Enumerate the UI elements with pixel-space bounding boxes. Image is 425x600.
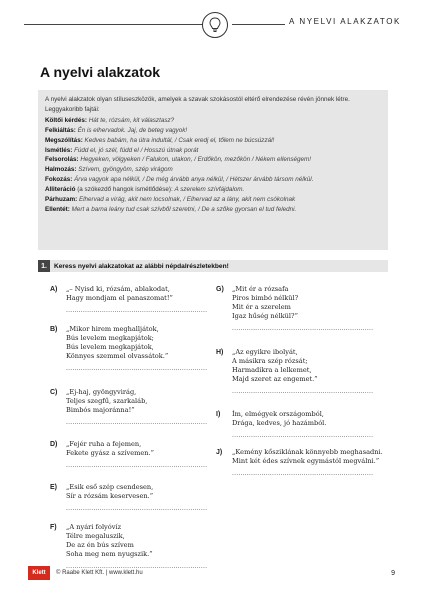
intro-item-example: Hát te, rózsám, kit választasz? bbox=[88, 116, 175, 124]
poem-line: „A nyári folyóvíz bbox=[66, 523, 122, 531]
answer-line[interactable]: ................................................................... bbox=[66, 419, 208, 426]
poem-letter: G) bbox=[216, 286, 224, 293]
intro-item bbox=[45, 195, 381, 205]
poem-letter: F) bbox=[50, 524, 57, 531]
poem-line: Mint két édes szívnek egymástól megválni.” bbox=[232, 457, 380, 465]
task-number: 1. bbox=[38, 260, 50, 272]
poem-line: Télre megaluszik, bbox=[66, 532, 125, 540]
answer-line[interactable]: ................................................................... bbox=[66, 563, 208, 570]
task-instruction: Keress nyelvi alakzatokat az alábbi népdalrészletekben! bbox=[54, 262, 229, 270]
poem-line: A másikra szép rózsát; bbox=[232, 357, 308, 365]
poem-excerpt bbox=[216, 348, 374, 396]
poem-letter: D) bbox=[50, 441, 58, 448]
poem-line: „Kemény kősziklának könnyebb meghasadni. bbox=[232, 448, 383, 456]
poem-letter: B) bbox=[50, 326, 58, 333]
answer-line[interactable]: ................................................................... bbox=[232, 470, 374, 477]
intro-text: A nyelvi alakzatok olyan stíluseszközök, amelyek a szavak szokásostól eltérő elrendezése révén jönnek létre. Leggyakoribb fajtái: bbox=[45, 96, 350, 113]
intro-item bbox=[45, 136, 381, 146]
intro-item-term: Felsorolás: bbox=[45, 156, 79, 164]
poem-excerpt bbox=[50, 440, 208, 470]
answer-line[interactable]: ................................................................... bbox=[232, 432, 374, 439]
poem-line: Bús levelem megkapjátok, bbox=[66, 343, 154, 351]
poem-line: Ím, elmégyek országomból, bbox=[232, 410, 324, 418]
intro-item-example: Fúdd el, jó szél, fúdd el / Hosszú útnak porát bbox=[74, 146, 199, 154]
poem-letter: C) bbox=[50, 389, 58, 396]
intro-item-example: Elhervad a virág, akit nem locsolnak, / Elhervad az a lány, akit nem csókolnak bbox=[78, 196, 296, 204]
poem-letter: J) bbox=[216, 449, 223, 456]
klett-logo: Klett bbox=[28, 566, 50, 580]
poem-excerpt bbox=[216, 448, 383, 478]
footer-copyright: © Raabe Klett Kft. | www.klett.hu bbox=[56, 570, 143, 576]
intro-item-example: Én is elhervadok. Jaj, de beteg vagyok! bbox=[77, 126, 188, 134]
poem-letter: A) bbox=[50, 286, 58, 293]
page-number: 9 bbox=[391, 570, 395, 577]
answer-line[interactable]: ................................................................... bbox=[232, 388, 374, 395]
intro-item bbox=[45, 146, 381, 156]
answer-line[interactable]: ................................................................... bbox=[66, 307, 208, 314]
poem-excerpt bbox=[50, 285, 208, 315]
poem-line: „Mit ér a rózsafa bbox=[232, 285, 289, 293]
poem-line: Fekete gyász a szívemen.” bbox=[66, 449, 154, 457]
poem-letter: E) bbox=[50, 484, 57, 491]
intro-item-example: Árva vagyok apa nélkül, / De még árvább anya nélkül, / Hétszer árvább társom nélkül. bbox=[74, 176, 314, 184]
poem-line: „Az egyikre ibolyát, bbox=[232, 348, 298, 356]
poem-excerpt bbox=[50, 325, 208, 373]
poem-letter: H) bbox=[216, 349, 224, 356]
task-bar bbox=[38, 260, 388, 272]
intro-item-term: Költői kérdés: bbox=[45, 116, 87, 124]
answer-line[interactable]: ................................................................... bbox=[66, 462, 208, 469]
poem-line: „– Nyisd ki, rózsám, ablakodat, bbox=[66, 285, 170, 293]
intro-item-term: Alliteráció bbox=[45, 186, 76, 194]
answer-line[interactable]: ................................................................... bbox=[66, 505, 208, 512]
poem-line: Bimbós majoránna!” bbox=[66, 406, 135, 414]
poem-line: „Esik eső szép csendesen, bbox=[66, 483, 154, 491]
poem-line: Majd szeret az engemet.” bbox=[232, 375, 318, 383]
poem-line: Bús levelem megkapjátok; bbox=[66, 334, 154, 342]
intro-item-term: Ismétlés: bbox=[45, 146, 73, 154]
lightbulb-icon bbox=[202, 12, 228, 38]
page-title: A nyelvi alakzatok bbox=[40, 64, 161, 80]
poem-line: Hagy mondjam el panaszomat!” bbox=[66, 294, 173, 302]
header-rule-left bbox=[24, 24, 214, 25]
poem-line: Mit ér a szerelem bbox=[232, 303, 291, 311]
answer-line[interactable]: ................................................................... bbox=[66, 365, 208, 372]
poem-excerpt bbox=[50, 388, 208, 427]
intro-item bbox=[45, 126, 381, 136]
poem-line: „Mikor hirem meghalljátok, bbox=[66, 325, 159, 333]
poem-line: Sír a rózsám keservesen.” bbox=[66, 492, 154, 500]
intro-item bbox=[45, 205, 381, 215]
poem-line: Teljes szegfű, szarkaláb, bbox=[66, 397, 148, 405]
poem-line: Könnyes szemmel olvassátok.” bbox=[66, 352, 169, 360]
intro-item-example: Szívem, gyöngyöm, szép virágom bbox=[78, 166, 173, 174]
intro-item-note: (a szókezdő hangok ismétlődése): bbox=[75, 186, 175, 194]
intro-item-example: Kedves babám, ha útra indultál, / Csak eredj el, tőlem ne búcsúzzál! bbox=[84, 136, 275, 144]
poem-line: Harmadikra a lelkemet, bbox=[232, 366, 312, 374]
poem-line: Drága, kedves, jó hazámból. bbox=[232, 419, 327, 427]
intro-item bbox=[45, 175, 381, 185]
poem-excerpt bbox=[216, 285, 374, 333]
intro-box bbox=[38, 90, 388, 250]
answer-line[interactable]: ................................................................... bbox=[232, 325, 374, 332]
poem-excerpt bbox=[216, 410, 374, 440]
poem-excerpt bbox=[50, 523, 208, 571]
poem-line: Soha meg nem nyugszik.” bbox=[66, 550, 153, 558]
intro-item bbox=[45, 165, 381, 175]
poem-line: De az én bús szívem bbox=[66, 541, 134, 549]
intro-item-term: Párhuzam: bbox=[45, 196, 78, 204]
intro-item-example: Hegyeken, völgyeken / Falukon, utakon, / Erdőkön, mezőkön / Nékem ellenségem! bbox=[80, 156, 312, 164]
intro-item-term: Halmozás: bbox=[45, 166, 77, 174]
poem-line: Piros bimbó nélkül? bbox=[232, 294, 299, 302]
intro-item-example: A szerelem szívfájdalom. bbox=[174, 186, 245, 194]
intro-item-term: Ellentét: bbox=[45, 205, 70, 213]
poem-line: „Fejér ruha a fejemen, bbox=[66, 440, 142, 448]
intro-item bbox=[45, 155, 381, 165]
poem-letter: I) bbox=[216, 411, 221, 418]
intro-list bbox=[45, 116, 381, 215]
intro-item-term: Felkiáltás: bbox=[45, 126, 76, 134]
intro-item-term: Megszólítás: bbox=[45, 136, 83, 144]
section-title: A NYELVI ALAKZATOK bbox=[285, 17, 401, 26]
intro-item bbox=[45, 185, 381, 195]
intro-item-term: Fokozás: bbox=[45, 176, 73, 184]
poem-excerpt bbox=[50, 483, 208, 513]
intro-item-example: Mert a barna leány tud csak szívből szeretni, / De a szőke gyorsan el tud feledni. bbox=[71, 205, 297, 213]
poem-line: „Ej-haj, gyöngyvirág, bbox=[66, 388, 137, 396]
poem-line: Igaz hűség nélkül?” bbox=[232, 312, 298, 320]
intro-item bbox=[45, 116, 381, 126]
